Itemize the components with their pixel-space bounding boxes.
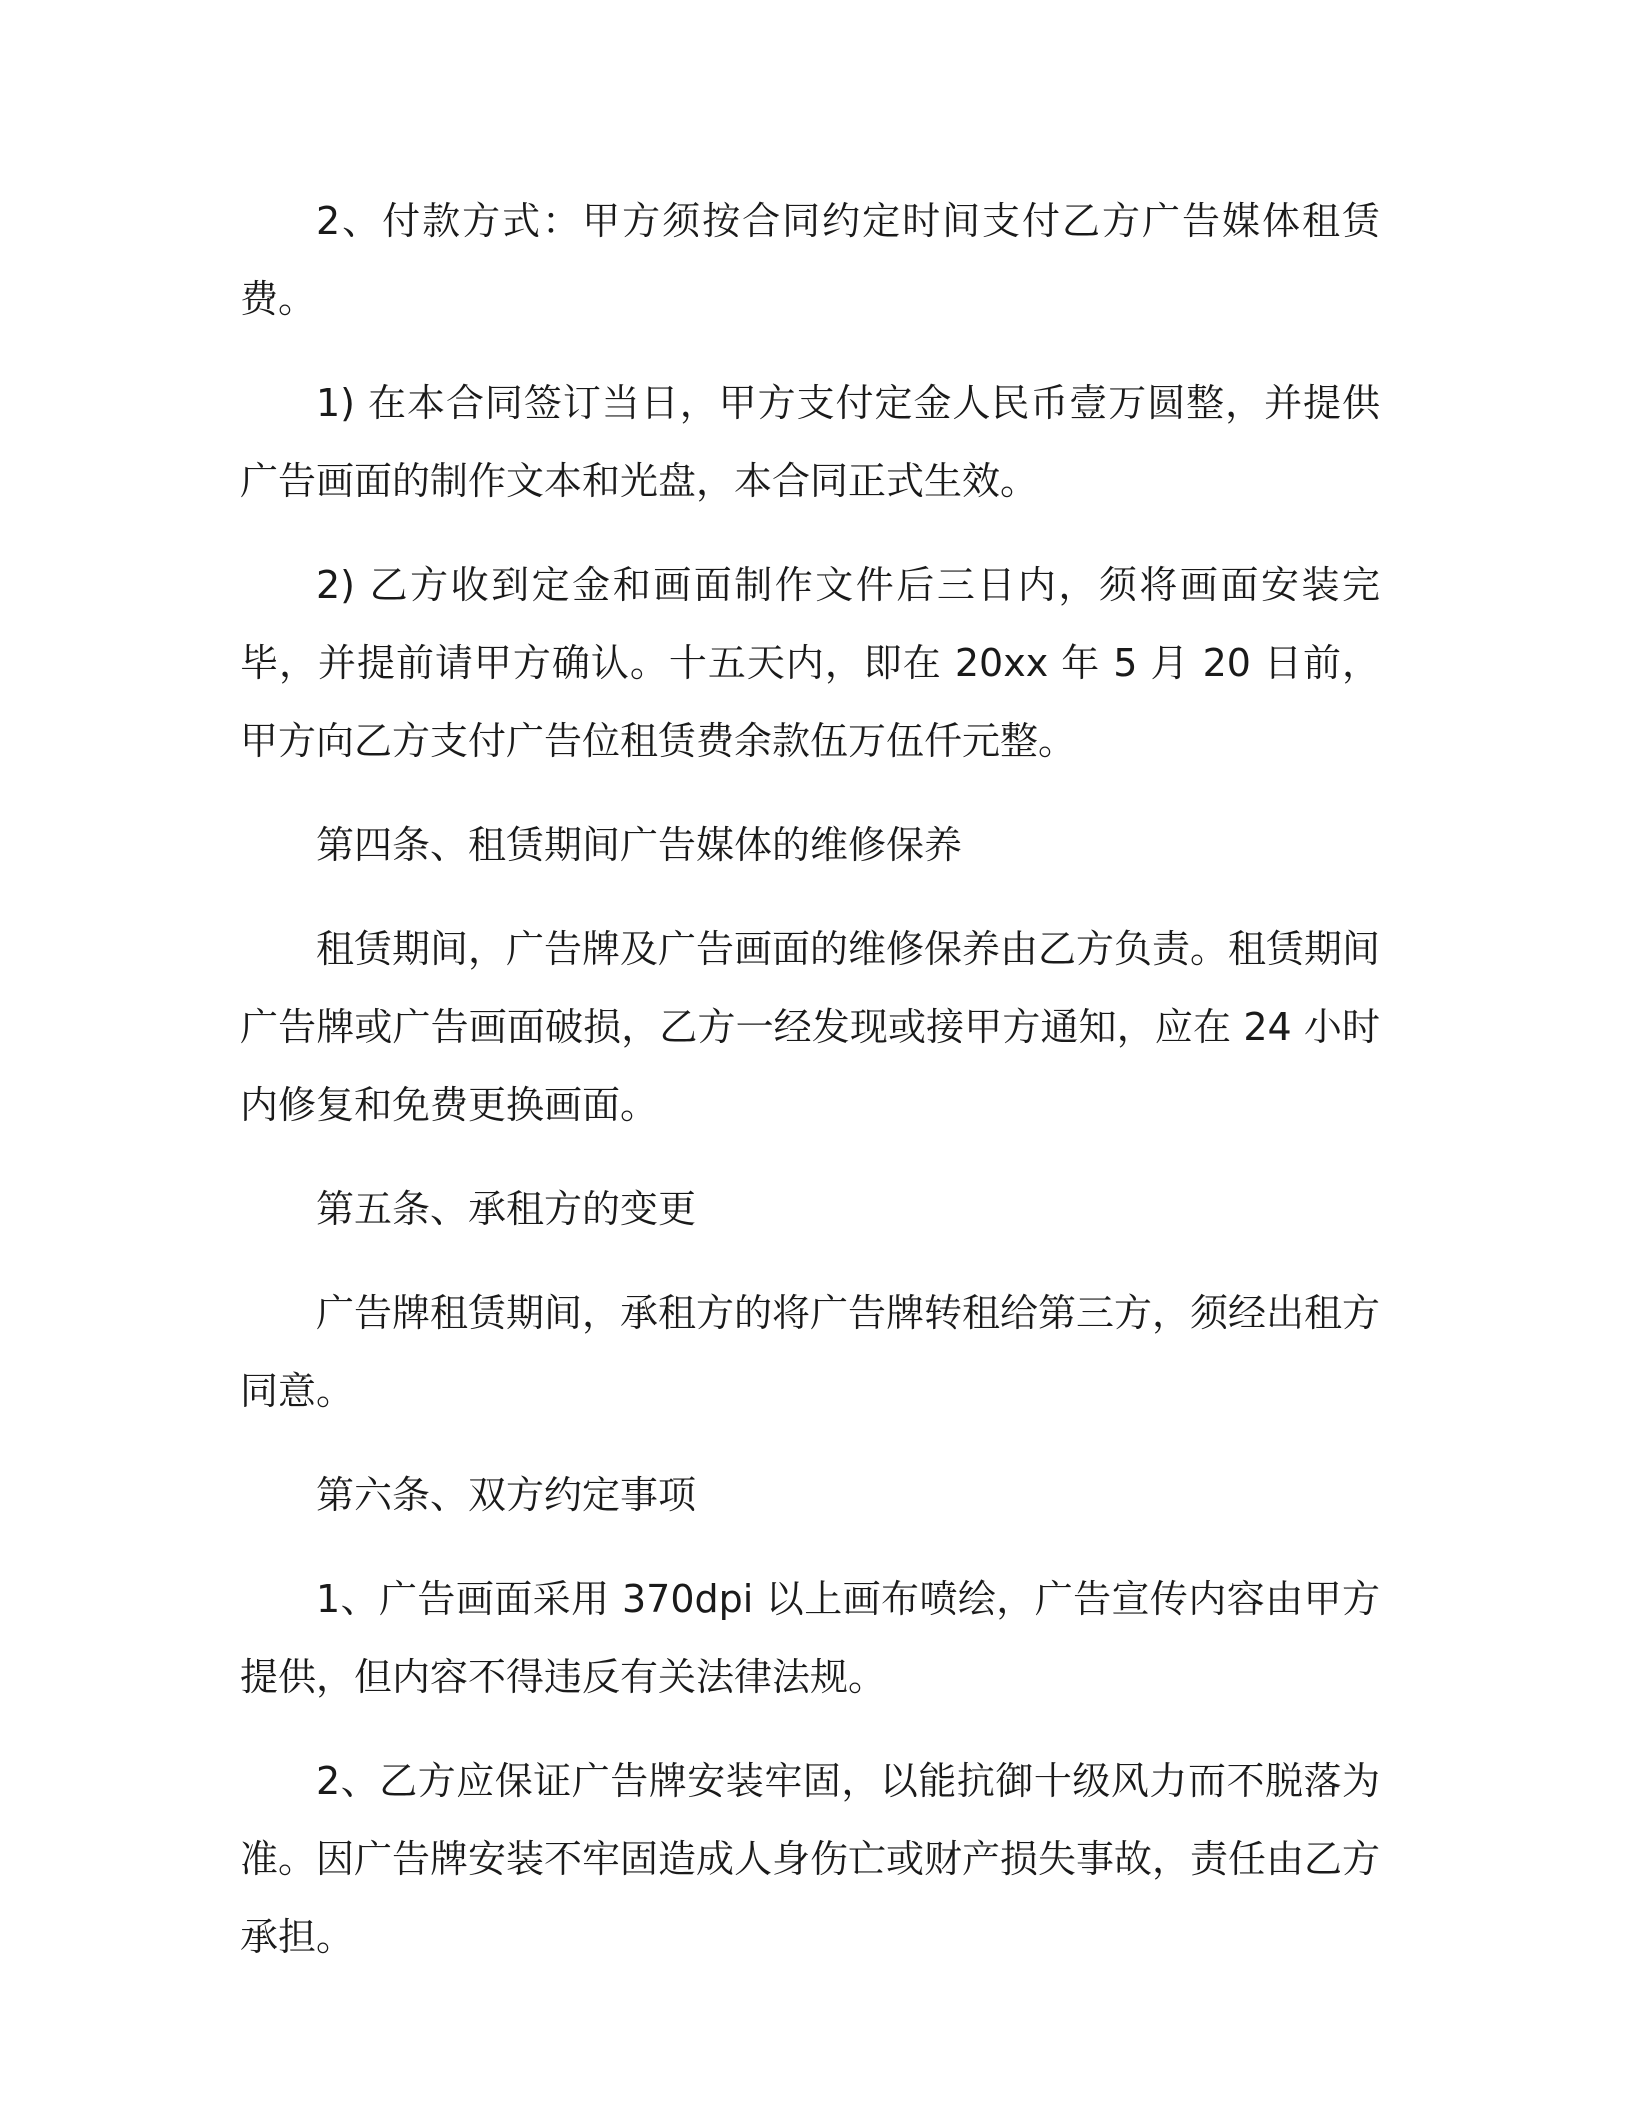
article-6-item-2: 2、乙方应保证广告牌安装牢固，以能抗御十级风力而不脱落为准。因广告牌安装不牢固造成人身伤亡或财产损失事故，责任由乙方承担。	[240, 1759, 1381, 1959]
payment-method-paragraph: 2、付款方式：甲方须按合同约定时间支付乙方广告媒体租赁费。	[240, 199, 1380, 321]
article-5-body: 广告牌租赁期间，承租方的将广告牌转租给第三方，须经出租方同意。	[240, 1291, 1381, 1413]
payment-clause-1: 1) 在本合同签订当日，甲方支付定金人民币壹万圆整，并提供广告画面的制作文本和光盘，本合同正式生效。	[240, 381, 1380, 503]
article-6-item-1: 1、广告画面采用 370dpi 以上画布喷绘，广告宣传内容由甲方提供，但内容不得违反有关法律法规。	[240, 1577, 1380, 1699]
article-6-heading: 第六条、双方约定事项	[316, 1473, 697, 1517]
document-body	[240, 182, 1380, 2002]
article-5-heading: 第五条、承租方的变更	[316, 1187, 697, 1231]
article-4-heading: 第四条、租赁期间广告媒体的维修保养	[316, 823, 963, 867]
article-4-body: 租赁期间，广告牌及广告画面的维修保养由乙方负责。租赁期间广告牌或广告画面破损，乙方一经发现或接甲方通知，应在 24 小时内修复和免费更换画面。	[240, 927, 1381, 1127]
payment-clause-2: 2) 乙方收到定金和画面制作文件后三日内，须将画面安装完毕，并提前请甲方确认。十五天内，即在 20xx 年 5 月 20 日前，甲方向乙方支付广告位租赁费余款伍万伍仟元整。	[240, 563, 1380, 763]
